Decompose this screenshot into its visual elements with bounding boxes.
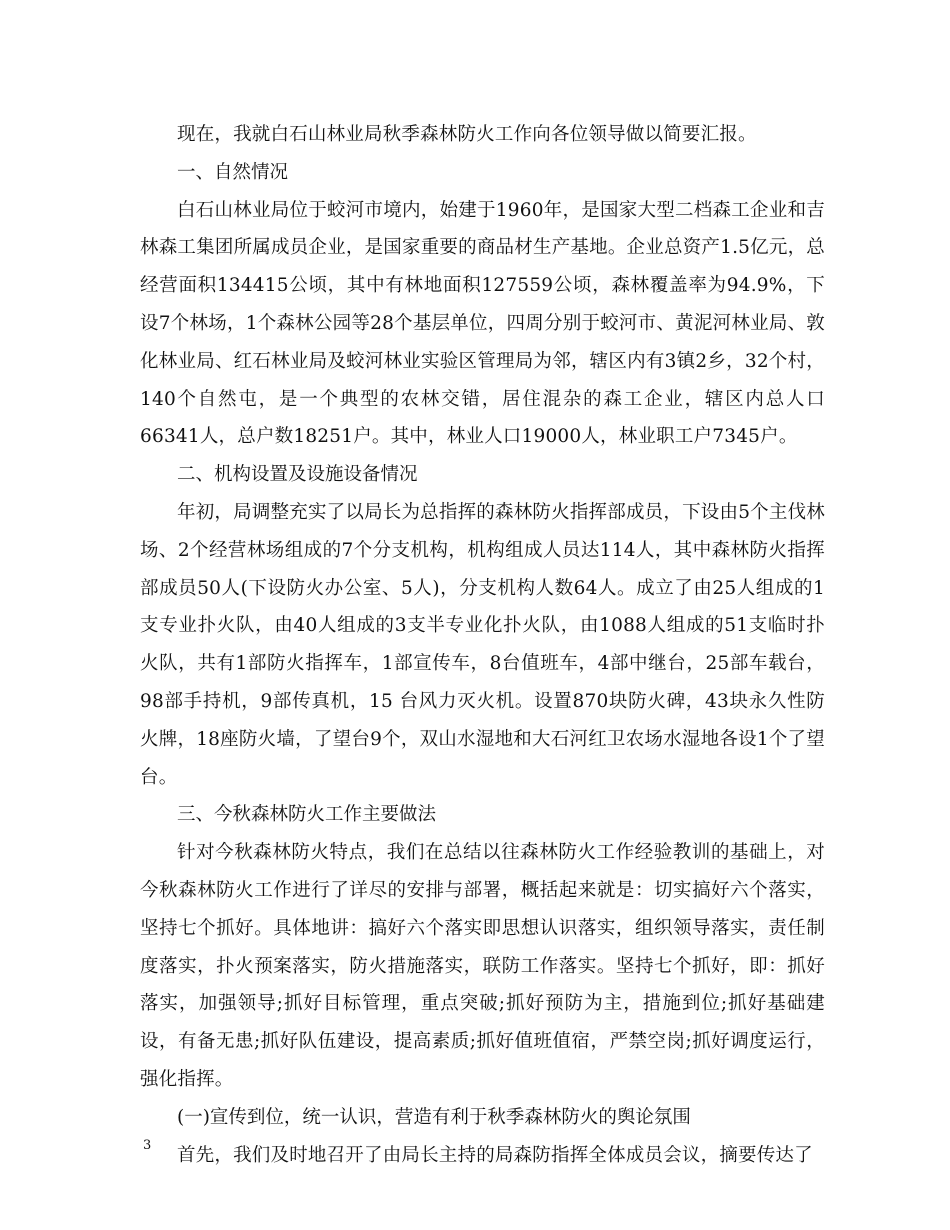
intro-paragraph: 现在，我就白石山林业局秋季森林防火工作向各位领导做以简要汇报。 [177,124,757,145]
main-practices-paragraph: 针对今秋森林防火特点，我们在总结以往森林防火工作经验教训的基础上，对今秋森林防火工作进行了详尽的安排与部署，概括起来就是：切实搞好六个落实，坚持七个抓好。具体地讲：搞好六个落实即思想认识落实，组织领导落实，责任制度落实，扑火预案落实，防火措施落实，联防工作落实。坚持七个抓好，即：抓好落实，加强领导;抓好目标管理，重点突破;抓好预防为主，措施到位;抓好基础建设，有备无患;抓好队伍建设，提高素质;抓好值班值宿，严禁空岗;抓好调度运行，强化指挥。 [140,842,825,1090]
section-heading-organization: 二、机构设置及设施设备情况 [177,464,418,486]
natural-conditions-paragraph: 白石山林业局位于蛟河市境内，始建于1960年，是国家大型二档森工企业和吉林森工集团所属成员企业，是国家重要的商品材生产基地。企业总资产1.5亿元，总经营面积134415公顷，其中有林地面积127559公顷，森林覆盖率为94.9%，下设7个林场，1个森林公园等28个基层单位，四周分别于蛟河市、黄泥河林业局、敦化林业局、红石林业局及蛟河林业实验区管理局为邻，辖区内有3镇2乡，32个村，140个自然屯，是一个典型的农林交错，居住混杂的森工企业，辖区内总人口66341人，总户数18251户。其中，林业人口19000人，林业职工户7345户。 [140,199,825,448]
subsection-heading-publicity: (一)宣传到位，统一认识，营造有利于秋季森林防火的舆论氛围 [177,1106,691,1128]
section-heading-natural-conditions: 一、自然情况 [177,161,289,183]
document-body [140,116,825,1174]
page-number: 3 [143,1138,152,1153]
publicity-paragraph: 首先，我们及时地召开了由局长主持的局森防指挥全体成员会议，摘要传达了 [177,1144,813,1166]
section-heading-main-practices: 三、今秋森林防火工作主要做法 [177,804,437,826]
organization-paragraph: 年初，局调整充实了以局长为总指挥的森林防火指挥部成员，下设由5个主伐林场、2个经营林场组成的7个分支机构，机构组成人员达114人，其中森林防火指挥部成员50人(下设防火办公室、5人)，分支机构人数64人。成立了由25人组成的1支专业扑火队，由40人组成的3支半专业化扑火队，由1088人组成的51支临时扑火队，共有1部防火指挥车，1部宣传车，8台值班车，4部中继台，25部车载台，98部手持机，9部传真机，15 台风力灭火机。设置870块防火碑，43块永久性防火牌，18座防火墙，了望台9个，双山水湿地和大石河红卫农场水湿地各设1个了望台。 [140,501,825,788]
